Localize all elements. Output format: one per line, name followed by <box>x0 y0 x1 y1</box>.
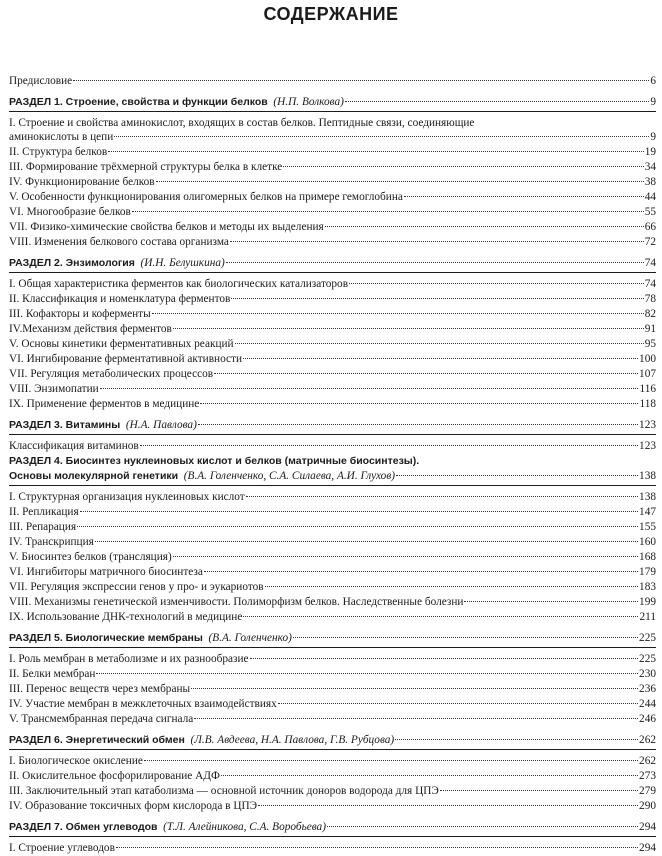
section-heading: РАЗДЕЛ 6. Энергетический обмен <box>9 734 185 746</box>
dot-leader <box>325 226 644 227</box>
toc-entry[interactable] <box>9 550 656 565</box>
section-title <box>9 820 326 835</box>
section-title <box>9 469 395 484</box>
toc-entry-label: I. Общая характеристика ферментов как биологических катализаторов <box>9 278 349 290</box>
toc-entry[interactable] <box>9 439 656 454</box>
toc-entry-label: IV. Транскрипция <box>9 536 94 548</box>
toc-entry-label: VI. Ингибиторы матричного биосинтеза <box>9 566 203 578</box>
dot-leader <box>140 445 638 446</box>
dot-leader <box>258 805 638 806</box>
toc-entry-page: 168 <box>639 551 656 563</box>
section-page: 138 <box>639 470 656 482</box>
dot-leader <box>204 571 638 572</box>
toc-entry-page: 19 <box>644 146 656 158</box>
toc-entry-page: 66 <box>644 221 656 233</box>
toc-entry-page: 6 <box>650 75 656 87</box>
dot-leader <box>349 283 644 284</box>
toc-entry[interactable] <box>9 397 656 412</box>
toc-entry-label: II. Структура белков <box>9 146 108 158</box>
toc-entry[interactable] <box>9 769 656 784</box>
section-authors: (В.А. Голенченко, С.А. Силаева, А.И. Глухов) <box>183 470 395 482</box>
toc-entry-page: 246 <box>639 713 656 725</box>
toc-entry[interactable] <box>9 337 656 352</box>
toc-section-heading-row[interactable] <box>9 733 656 750</box>
dot-leader <box>114 136 649 137</box>
toc-section-heading-row[interactable] <box>9 820 656 837</box>
toc-entry-page: 118 <box>639 398 656 410</box>
section-page: 74 <box>644 257 656 269</box>
dot-leader <box>194 718 638 719</box>
dot-leader <box>80 511 638 512</box>
toc-entry-label: I. Биологическое окисление <box>9 755 143 767</box>
toc-entry-page: 74 <box>644 278 656 290</box>
dot-leader <box>191 688 638 689</box>
toc-entry[interactable] <box>9 322 656 337</box>
dot-leader <box>132 211 644 212</box>
dot-leader <box>231 298 643 299</box>
dot-leader <box>327 826 638 827</box>
toc-entry-label: V. Биосинтез белков (трансляция) <box>9 551 172 563</box>
toc-entry-page: 179 <box>639 566 656 578</box>
toc-entry[interactable] <box>9 205 656 220</box>
toc-entry-label: III. Кофакторы и коферменты <box>9 308 151 320</box>
toc-entry-label: IX. Использование ДНК-технологий в медицине <box>9 611 243 623</box>
toc-entry[interactable] <box>9 145 656 160</box>
toc-entry-label: IV. Участие мембран в межклеточных взаимодействиях <box>9 698 277 710</box>
dot-leader <box>404 196 644 197</box>
dot-leader <box>396 475 638 476</box>
toc-entry-label: VIII. Энзимопатии <box>9 383 99 395</box>
toc-entry-page: 72 <box>644 236 656 248</box>
toc-entry[interactable] <box>9 754 656 769</box>
section-heading: Основы молекулярной генетики <box>9 470 179 482</box>
toc-entry-page: 279 <box>639 785 656 797</box>
toc-entry[interactable] <box>9 697 656 712</box>
toc-entry-label: I. Роль мембран в метаболизме и их разнообразие <box>9 653 249 665</box>
toc-entry[interactable] <box>9 610 656 625</box>
section-heading-line <box>9 454 656 469</box>
toc-entry-page: 155 <box>639 521 656 533</box>
toc-sections <box>9 95 656 856</box>
toc-entry[interactable] <box>9 352 656 367</box>
toc-entry-label: III. Репарация <box>9 521 77 533</box>
toc-entry-label: VI. Многообразие белков <box>9 206 131 218</box>
section-heading: РАЗДЕЛ 3. Витамины <box>9 419 121 431</box>
table-of-contents <box>9 74 656 856</box>
dot-leader <box>235 343 644 344</box>
toc-entry-label: VIII. Изменения белкового состава организма <box>9 236 229 248</box>
dot-leader <box>77 526 638 527</box>
toc-entry-label: VII. Регуляция метаболических процессов <box>9 368 214 380</box>
toc-entry-page: 82 <box>644 308 656 320</box>
toc-section-heading-row[interactable] <box>9 631 656 648</box>
toc-entry-label: аминокислоты в цепи <box>9 131 114 143</box>
dot-leader <box>200 403 638 404</box>
dot-leader <box>144 760 638 761</box>
toc-entry-label: VI. Ингибирование ферментативной активности <box>9 353 243 365</box>
toc-entry-label: IV.Механизм действия ферментов <box>9 323 172 335</box>
toc-entry-label: II. Репликация <box>9 506 79 518</box>
dot-leader <box>221 775 638 776</box>
toc-entry-label: V. Особенности функционирования олигомерных белков на примере гемоглобина <box>9 191 403 203</box>
toc-entry-label: III. Формирование трёхмерной структуры белка в клетке <box>9 161 283 173</box>
toc-entry[interactable] <box>9 667 656 682</box>
dot-leader <box>226 262 644 263</box>
toc-entry[interactable] <box>9 382 656 397</box>
toc-entry-page: 294 <box>639 842 656 854</box>
toc-entry-label: IX. Применение ферментов в медицине <box>9 398 200 410</box>
dot-leader <box>96 673 638 674</box>
toc-entry-page: 123 <box>639 440 656 452</box>
dot-leader <box>95 541 638 542</box>
toc-entry[interactable] <box>9 307 656 322</box>
toc-entry-page: 138 <box>639 491 656 503</box>
section-heading: РАЗДЕЛ 5. Биологические мембраны <box>9 632 203 644</box>
dot-leader <box>243 616 638 617</box>
toc-entry-label: Предисловие <box>9 75 73 87</box>
page-title: СОДЕРЖАНИЕ <box>263 4 399 24</box>
dot-leader <box>464 601 638 602</box>
section-title <box>9 733 394 748</box>
toc-entry-page: 91 <box>644 323 656 335</box>
toc-entry[interactable] <box>9 505 656 520</box>
toc-entry-page: 236 <box>639 683 656 695</box>
toc-entry-label: II. Классификация и номенклатура ферментов <box>9 293 231 305</box>
toc-entry-label: III. Перенос веществ через мембраны <box>9 683 191 695</box>
toc-entry[interactable] <box>9 652 656 667</box>
section-page: 262 <box>639 734 656 746</box>
dot-leader <box>73 80 649 81</box>
toc-entry-page: 38 <box>644 176 656 188</box>
section-title <box>9 95 344 110</box>
toc-entry-label: V. Трансмембранная передача сигнала <box>9 713 194 725</box>
toc-entry[interactable] <box>9 580 656 595</box>
dot-leader <box>440 790 638 791</box>
toc-entry-label: IV. Образование токсичных форм кислорода в ЦПЭ <box>9 800 258 812</box>
toc-entry[interactable] <box>9 595 656 610</box>
toc-entry-page: 199 <box>639 596 656 608</box>
toc-entry-label: VII. Регуляция экспрессии генов у про- и эукариотов <box>9 581 264 593</box>
toc-entry-page: 160 <box>639 536 656 548</box>
section-heading: РАЗДЕЛ 1. Строение, свойства и функции белков <box>9 96 268 108</box>
toc-entry-label: VIII. Механизмы генетической изменчивости. Полиморфизм белков. Наследственные болезни <box>9 596 464 608</box>
section-title <box>9 631 292 646</box>
toc-entry[interactable] <box>9 277 656 292</box>
section-heading: РАЗДЕЛ 4. Биосинтез нуклеиновых кислот и белков (матричные биосинтезы). <box>9 455 420 467</box>
dot-leader <box>100 388 639 389</box>
section-authors: (И.Н. Белушкина) <box>140 257 225 269</box>
toc-entry-page: 55 <box>644 206 656 218</box>
section-title <box>9 256 225 271</box>
toc-entry-page: 262 <box>639 755 656 767</box>
section-page: 294 <box>639 821 656 833</box>
toc-entry[interactable] <box>9 367 656 382</box>
toc-section-heading-row[interactable] <box>9 95 656 112</box>
dot-leader <box>230 241 644 242</box>
dot-leader <box>152 313 644 314</box>
toc-entry-page: 44 <box>644 191 656 203</box>
section-title <box>9 418 197 433</box>
toc-entry-page: 34 <box>644 161 656 173</box>
dot-leader <box>395 739 638 740</box>
toc-section-heading-row[interactable] <box>9 418 656 435</box>
section-authors: (Л.В. Авдеева, Н.А. Павлова, Г.В. Рубцова) <box>190 734 395 746</box>
toc-entry[interactable] <box>9 841 656 856</box>
section-authors: (Н.А. Павлова) <box>125 419 197 431</box>
dot-leader <box>108 151 644 152</box>
dot-leader <box>345 101 649 102</box>
toc-entry-label: I. Структурная организация нуклеиновых кислот <box>9 491 245 503</box>
toc-entry[interactable] <box>9 520 656 535</box>
toc-entry[interactable] <box>9 190 656 205</box>
toc-entry-preface[interactable] <box>9 74 656 89</box>
dot-leader <box>246 496 638 497</box>
toc-entry-page: 273 <box>639 770 656 782</box>
toc-entry[interactable] <box>9 130 656 145</box>
section-authors: (В.А. Голенченко) <box>208 632 292 644</box>
toc-entry[interactable] <box>9 535 656 550</box>
section-authors: (Н.П. Волкова) <box>273 96 344 108</box>
toc-entry-label: VII. Физико-химические свойства белков и методы их выделения <box>9 221 324 233</box>
toc-entry-page: 183 <box>639 581 656 593</box>
toc-entry-page: 116 <box>639 383 656 395</box>
toc-entry-label: Классификация витаминов <box>9 440 139 452</box>
dot-leader <box>278 703 638 704</box>
dot-leader <box>243 358 638 359</box>
toc-entry[interactable] <box>9 799 656 814</box>
toc-entry[interactable] <box>9 784 656 799</box>
toc-entry-page: 9 <box>650 131 656 143</box>
toc-section-heading-row[interactable] <box>9 469 656 486</box>
dot-leader <box>214 373 638 374</box>
toc-entry-label: V. Основы кинетики ферментативных реакций <box>9 338 234 350</box>
toc-entry-label: III. Заключительный этап катаболизма — основной источник доноров водорода для ЦПЭ <box>9 785 439 797</box>
toc-entry[interactable] <box>9 490 656 505</box>
dot-leader <box>173 556 638 557</box>
toc-entry-page: 95 <box>644 338 656 350</box>
section-page: 225 <box>639 632 656 644</box>
toc-entry-page: 290 <box>639 800 656 812</box>
toc-entry[interactable] <box>9 220 656 235</box>
toc-entry[interactable] <box>9 565 656 580</box>
toc-entry[interactable] <box>9 175 656 190</box>
toc-entry-page: 211 <box>639 611 656 623</box>
toc-entry[interactable] <box>9 292 656 307</box>
toc-entry-label-line: I. Строение и свойства аминокислот, входящих в состав белков. Пептидные связи, соединяющие <box>9 117 475 129</box>
dot-leader <box>156 181 644 182</box>
toc-entry[interactable] <box>9 160 656 175</box>
toc-entry-page: 225 <box>639 653 656 665</box>
dot-leader <box>293 637 638 638</box>
toc-entry-page: 100 <box>639 353 656 365</box>
section-page: 9 <box>650 96 656 108</box>
dot-leader <box>250 658 639 659</box>
toc-entry[interactable] <box>9 235 656 250</box>
section-heading: РАЗДЕЛ 7. Обмен углеводов <box>9 821 158 833</box>
toc-entry-page: 230 <box>639 668 656 680</box>
section-heading: РАЗДЕЛ 2. Энзимология <box>9 257 135 269</box>
toc-entry-label: I. Строение углеводов <box>9 842 115 854</box>
toc-entry-label: II. Белки мембран <box>9 668 96 680</box>
toc-entry-label: II. Окислительное фосфорилирование АДФ <box>9 770 220 782</box>
toc-section-heading-row[interactable] <box>9 256 656 273</box>
toc-entry-page: 147 <box>639 506 656 518</box>
section-page: 123 <box>639 419 656 431</box>
toc-entry[interactable] <box>9 682 656 697</box>
dot-leader <box>173 328 644 329</box>
dot-leader <box>265 586 638 587</box>
dot-leader <box>283 166 643 167</box>
toc-entry[interactable] <box>9 712 656 727</box>
toc-entry-label: IV. Функционирование белков <box>9 176 155 188</box>
toc-entry-page: 78 <box>644 293 656 305</box>
dot-leader <box>198 424 638 425</box>
section-authors: (Т.Л. Алейникова, С.А. Воробьева) <box>163 821 326 833</box>
toc-entry-page: 244 <box>639 698 656 710</box>
toc-entry-page: 107 <box>639 368 656 380</box>
